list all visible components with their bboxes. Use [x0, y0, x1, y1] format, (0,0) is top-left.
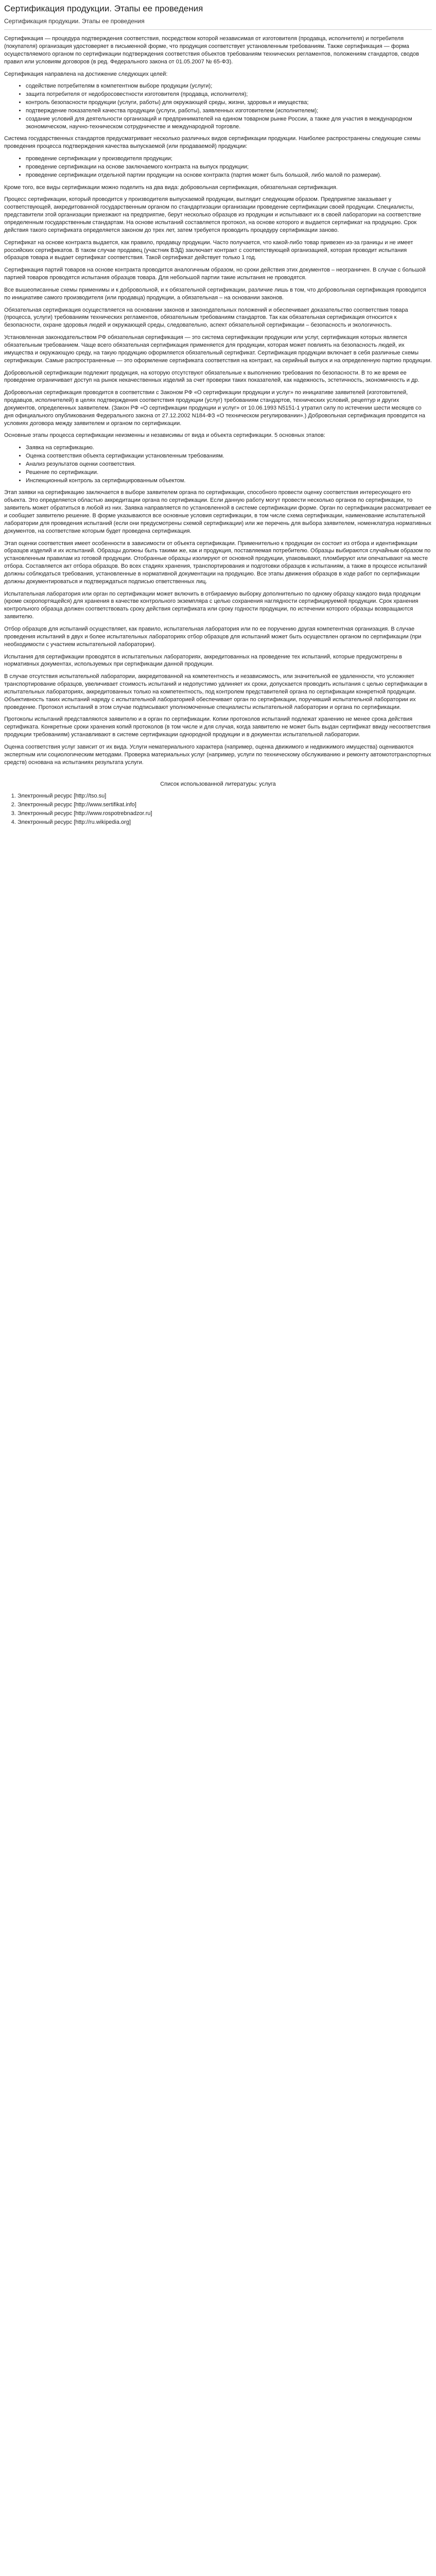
paragraph: Процесс сертификации, который проводится у производителя выпускаемой продукции, выглядит следующим образом. Предприятие заказывает у соответствующей, аккредитованной государственным органом по стандартизации организации проведение сертификации своей продукции. Специалисты, представители этой организации приезжают на предприятие, берут несколько образцов из продукции и испытывают их в своей лаборатории на соответствие определенным государственным стандартам. На основе испытаний составляется протокол, на основе которого и выдается сертификат на продукцию. Срок действия такого сертификата определяется законом до трех лет, затем требуется проводить процедуру сертификации заново. [4, 196, 422, 233]
page-subtitle: Сертификация продукции. Этапы ее проведения [4, 17, 145, 25]
schemes-intro: Система государственных стандартов предусматривает несколько различных видов сертификации продукции. Наиболее распространены следующие схемы проведения процесса подтверждения качества выпускаемой (или продаваемой) продукции: [4, 135, 421, 150]
paragraph: В случае отсутствия испытательной лаборатории, аккредитованной на компетентность и независимость, или значительной ее удаленности, что усложняет транспортирование образцов, увеличивает стоимость испытаний и недопустимо удлиняет их сроки, допускается проводить испытания с целью сертификации в испытательных лабораториях, аккредитованных только на компетентность, под контролем представителей органа по сертификации конкретной продукции. Объективность таких испытаний наряду с испытательной лабораторией обеспечивает орган по сертификации, поручивший испытательной лаборатории их проведение. Протокол испытаний в этом случае подписывают уполномоченные специалисты испытательной лаборатории и органа по сертификации. [4, 673, 428, 710]
page-title: Сертификация продукции. Этапы ее проведения [4, 4, 203, 13]
list-item: • Заявка на сертификацию. [26, 444, 432, 452]
paragraph: Обязательная сертификация осуществляется на основании законов и законодательных положений и обеспечивает доказательство соответствия товара (процесса, услуги) требованиям технических регламентов, обязательным требованиям стандартов. Так как обязательная сертификация относится к безопасности, охране здоровья людей и окружающей среды, следовательно, аспект обязательной сертификации – безопасность и экологичность. [4, 307, 408, 329]
goals-list [4, 82, 432, 130]
list-item: • содействие потребителям в компетентном выборе продукции (услуги); [26, 82, 432, 90]
paragraph: Испытательная лаборатория или орган по сертификации может включить в отбираемую выборку дополнительно по одному образцу каждого вида продукции (кроме скоропортящейся) для хранения в качестве контрольного экземпляра с целью сохранения наглядности сертифицируемой продукции. Срок хранения контрольного образца должен соответствовать сроку действия сертификата или сроку годности продукции, по истечении которого образцы возвращаются заявителю. [4, 590, 421, 620]
list-item: • защита потребителя от недобросовестности изготовителя (продавца, исполнителя); [26, 91, 432, 98]
list-item: • контроль безопасности продукции (услуги, работы) для окружающей среды, жизни, здоровья и имущества; [26, 99, 432, 107]
list-item: • проведение сертификации у производителя продукции; [26, 155, 432, 163]
list-item: • подтверждение показателей качества продукции (услуги, работы), заявленных изготовителем (исполнителем); [26, 107, 432, 115]
paragraph: Отбор образцов для испытаний осуществляет, как правило, испытательная лаборатория или по ее поручению другая компетентная организация. В случае проведения испытаний в двух и более испытательных лабораториях отбор образцов для испытаний может быть осуществлен органом по сертификации (при необходимости с участием испытательной лаборатории). [4, 625, 422, 648]
stages-list [4, 444, 432, 484]
list-item: • Анализ результатов оценки соответствия. [26, 461, 432, 468]
paragraph: Испытания для сертификации проводятся в испытательных лабораториях, аккредитованных на проведение тех испытаний, которые предусмотрены в нормативных документах, используемых при сертификации данной продукции. [4, 653, 403, 668]
reference-item: 3. Электронный ресурс [http://www.rospotrebnadzor.ru] [18, 810, 432, 818]
list-item: • Оценка соответствия объекта сертификации установленным требованиям. [26, 452, 432, 460]
paragraph: Протоколы испытаний представляются заявителю и в орган по сертификации. Копии протоколов испытаний подлежат хранению не менее срока действия сертификата. Конкретные сроки хранения копий протоколов (в том числе и для случая, когда заявителю не может быть выдан сертификат ввиду несоответствия продукции требованиям) устанавливают в системе сертификации однородной продукции и в документах испытательной лаборатории. [4, 716, 431, 738]
references-title: Список использованной литературы: услуга [160, 781, 276, 788]
paragraph: Этап оценки соответствия имеет особенности в зависимости от объекта сертификации. Применительно к продукции он состоит из отбора и идентификации образцов изделий и их испытаний. Образцы должны быть такими же, как и продукция, поставляемая потребителю. Образцы выбираются случайным образом по установленным правилам из готовой продукции. Отобранные образцы изолируют от основной продукции, упаковывают, пломбируют или опечатывают на месте отбора. Составляется акт отбора образцов. Во всех стадиях хранения, транспортирования и подготовки образцов к испытаниям, а также в процессе испытаний должны соблюдаться требования, установленные в нормативной документации на продукцию. Все этапы движения образцов в ходе работ по сертификации должны документироваться и подтверждаться подписью ответственных лиц. [4, 540, 431, 585]
paragraph: Оценка соответствия услуг зависит от их вида. Услуги нематериального характера (например, оценка движимого и недвижимого имущества) оцениваются экспертным или социологическим методами. Проверка материальных услуг (например, услуги по техническому обслуживанию и ремонту автомототранспортных средств) основана на испытаниях результата услуги. [4, 743, 431, 766]
divider [4, 29, 432, 30]
list-item: • Решение по сертификации. [26, 469, 432, 477]
paragraph: Основные этапы процесса сертификации неизменны и независимы от вида и объекта сертификации. 5 основных этапов: [4, 432, 325, 439]
schemes-list [4, 155, 432, 179]
paragraph: Кроме того, все виды сертификации можно поделить на два вида: добровольная сертификация, обязательная сертификация. [4, 184, 338, 191]
intro-paragraph: Сертификация — процедура подтверждения соответствия, посредством которой независимая от изготовителя (продавца, исполнителя) и потребителя (покупателя) организация удостоверяет в письменной форме, что продукция соответствует установленным требованиям. Также сертификация — форма осуществляемого органом по сертификации подтверждения соответствия объектов требованиям технических регламентов, положениям стандартов, сводов правил или условиям договоров (в ред. Федерального закона от 01.05.2007 № 65-ФЗ). [4, 36, 420, 65]
paragraph: Добровольной сертификации подлежит продукция, на которую отсутствуют обязательные к выполнению требования по безопасности. В то же время ее проведение ограничивает доступ на рынок некачественных изделий за счет проверки таких показателей, как надежность, эстетичность, экономичность и др. [4, 369, 420, 384]
paragraph: Сертификат на основе контракта выдается, как правило, продавцу продукции. Часто получается, что какой-либо товар привезен из-за границы и не имеет российских сертификатов. В таком случае продавец (участник ВЭД) заключает контракт с соответствующей организацией, которая проводит испытания образцов товара и выдает сертификат соответствия. Такой сертификат действует только 1 год. [4, 239, 413, 261]
list-item: • проведение сертификации на основе заключаемого контракта на выпуск продукции; [26, 163, 432, 171]
paragraph: Сертификация партий товаров на основе контракта проводится аналогичным образом, но сроки действия этих документов – неограничен. В случае с большой партией товаров проводятся испытания образцов товара. Для небольшой партии такие испытания не проводятся. [4, 267, 426, 281]
references [4, 781, 432, 826]
article [0, 0, 436, 833]
paragraph: Этап заявки на сертификацию заключается в выборе заявителем органа по сертификации, способного провести оценку соответствия интересующего его объекта. Это определяется областью аккредитации органа по сертификации. Если данную работу могут провести несколько органов по сертификации, то заявитель может обратиться в любой из них. Заявка направляется по установленной в системе сертификации форме. Орган по сертификации рассматривает ее и сообщает заявителю решение. В форме указываются все основные условия сертификации, в том числе схема сертификации, наименование испытательной лаборатории для проведения испытаний (если они предусмотрены схемой сертификации) или же перечень для выбора заявителем, номенклатура нормативных документов, на соответствие которым будет проведена сертификация. [4, 489, 432, 534]
reference-item: 4. Электронный ресурс [http://ru.wikipedia.org] [18, 819, 432, 826]
list-item: • Инспекционный контроль за сертифицированным объектом. [26, 477, 432, 485]
references-list [4, 792, 432, 826]
paragraph: Все вышеописанные схемы применимы и к добровольной, и к обязательной сертификации, различие лишь в том, что добровольная сертификация проводится по инициативе самого производителя (или продавца) продукции, а обязательная – на основании законов. [4, 286, 426, 301]
list-item: • создание условий для деятельности организаций и предпринимателей на едином товарном рынке России, а также для участия в международном экономическом, научно-техническом сотрудничестве и международной торговле. [26, 115, 432, 131]
paragraph: Добровольная сертификация проводится в соответствии с Законом РФ «О сертификации продукции и услуг» по инициативе заявителей (изготовителей, продавцов, исполнителей) в целях подтверждения соответствия продукции (услуг) требованиям стандартов, технических условий, рецептур и других документов, определенных заявителем. (Закон РФ «О сертификации продукции и услуг» от 10.06.1993 N5151-1 утратил силу по истечении шести месяцев со дня официального опубликования Федерального закона от 27.12.2002 N184-ФЗ «О техническом регулировании».) Добровольная сертификация проводится на условиях договора между заявителем и органом по сертификации. [4, 389, 426, 427]
list-item: • проведение сертификации отдельной партии продукции на основе контракта (партия может быть большой, либо малой по размерам). [26, 172, 432, 179]
goals-intro: Сертификация направлена на достижение следующих целей: [4, 71, 168, 77]
paragraph: Установленная законодательством РФ обязательная сертификация — это система сертификации продукции или услуг, сертификация которых является обязательным требованием. Чаще всего обязательная сертификация применяется для продукции, которая может повлиять на безопасность людей, их имущества и окружающую среду, на такую продукцию оформляется обязательный сертификат. Сертификация продукции включает в себя различные схемы сертификации. Самые распространенные — это оформление сертификата соответствия на контракт, на серийный выпуск и на определенную партию продукции. [4, 334, 432, 364]
reference-item: 1. Электронный ресурс [http://tso.su] [18, 792, 432, 800]
reference-item: 2. Электронный ресурс [http://www.sertifikat.info] [18, 801, 432, 809]
